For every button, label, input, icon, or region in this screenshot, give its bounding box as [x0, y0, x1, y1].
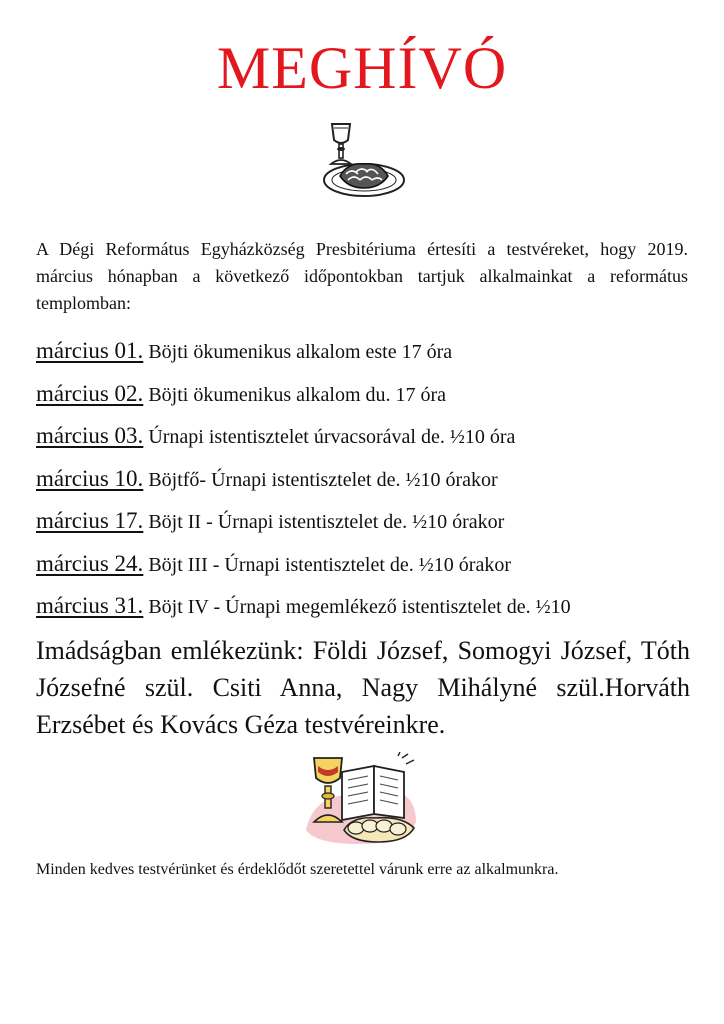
chalice-bible-bread-icon [298, 752, 422, 850]
closing-line: Minden kedves testvérünket és érdeklődőt szeretettel várunk erre az alkalmunkra. [36, 861, 559, 878]
event-row [36, 549, 716, 592]
event-description: Böjt III - Úrnapi istentisztelet de. ½10 órakor [143, 553, 511, 576]
event-date: március 01. [36, 338, 144, 363]
event-description: Böjti ökumenikus alkalom du. 17 óra [143, 383, 447, 406]
event-description: Úrnapi istentisztelet úrvacsorával de. ½10 óra [143, 426, 516, 448]
event-row [36, 336, 716, 379]
event-list [36, 336, 716, 634]
event-description: Böjt II - Úrnapi istentisztelet de. ½10 órakor [143, 511, 505, 533]
event-row [36, 421, 716, 464]
event-date: március 10. [36, 465, 144, 491]
event-row [36, 464, 716, 507]
event-row [36, 379, 716, 422]
page-title: MEGHÍVÓ [216, 35, 508, 101]
event-row [36, 591, 716, 634]
event-date: március 02. [36, 380, 144, 406]
event-date: március 24. [36, 550, 144, 576]
prayer-paragraph: Imádságban emlékezünk: Földi József, Somogyi József, Tóth Józsefné szül. Csiti Anna, Nagy Mihályné szül.Horváth Erzsébet és Kovács Géza testvéreinkre. [36, 636, 690, 739]
event-date: március 31. [36, 593, 144, 618]
event-description: Böjtfő- Úrnapi istentisztelet de. ½10 órakor [143, 468, 498, 491]
event-description: Böjt IV - Úrnapi megemlékező istentisztelet de. ½10 [143, 596, 571, 618]
intro-paragraph: A Dégi Református Egyházközség Presbitériuma értesíti a testvéreket, hogy 2019. március hónapban a következő időpontokban tartjuk alkalmainkat a református templomban: [36, 239, 688, 313]
event-description: Böjti ökumenikus alkalom este 17 óra [143, 341, 453, 363]
event-date: március 17. [36, 508, 144, 533]
chalice-and-bread-plate-icon [318, 118, 406, 202]
event-date: március 03. [36, 423, 144, 448]
event-row [36, 506, 716, 549]
